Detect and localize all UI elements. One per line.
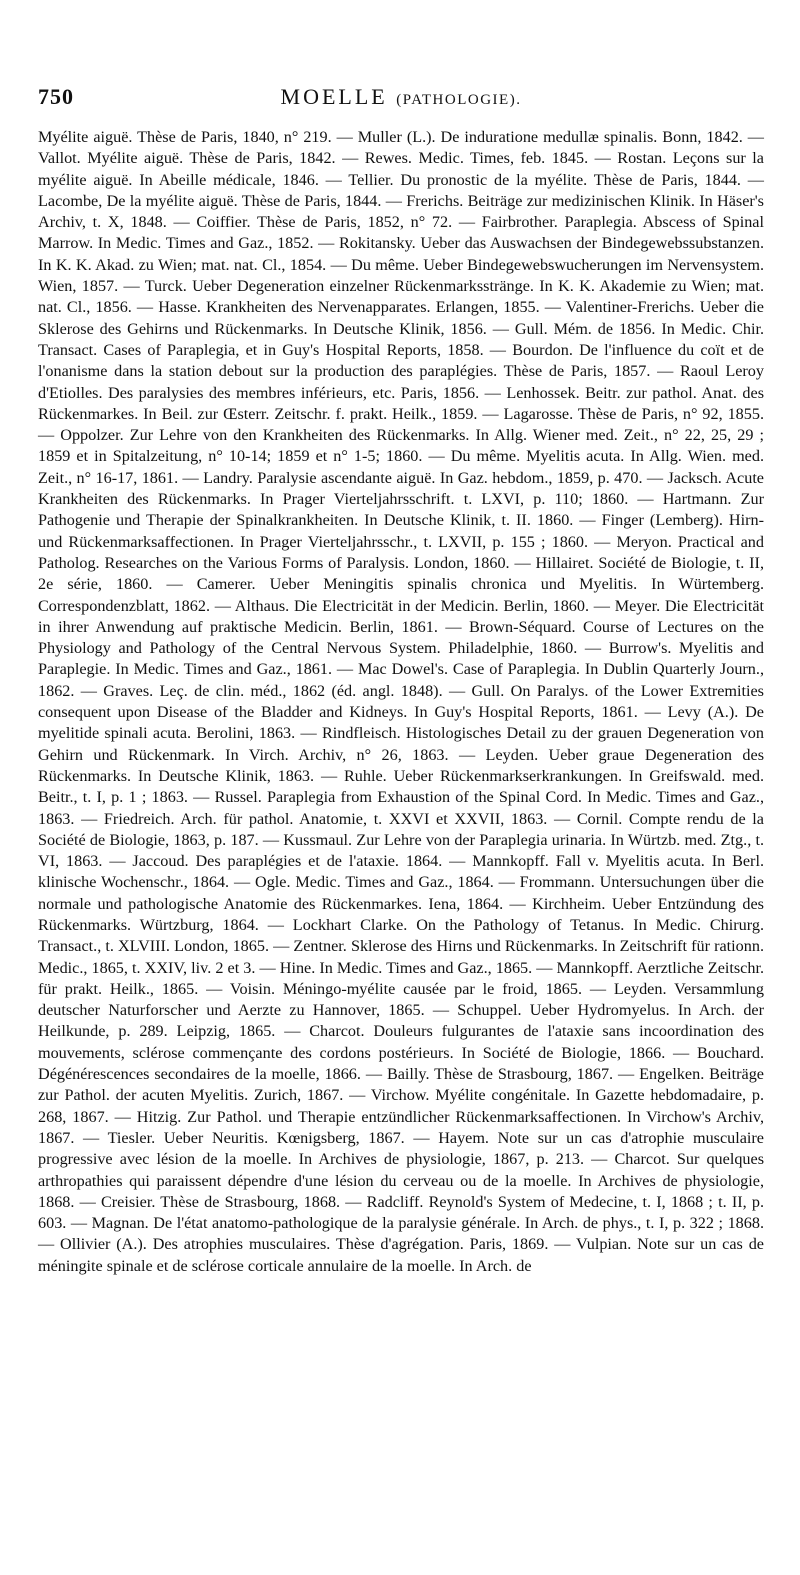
bibliography-text: Myélite aiguë. Thèse de Paris, 1840, n° 219. — Muller (L.). De induratione medullæ spinalis. Bonn, 1842. — Vallot. Myélite aiguë. Thèse de Paris, 1842. — Rewes. Medic. Times, feb. 1845. — Rostan. Leçons sur la myélite aiguë. In Abeille médicale, 1846. — Tellier. Du pronostic de la myélite. Thèse de Paris, 1844. — Lacombe, De la myélite aiguë. Thèse de Paris, 1844. — Frerichs. Beiträge zur medizinischen Klinik. In Häser's Archiv, t. X, 1848. — Coiffier. Thèse de Paris, 1852, n° 72. — Fairbrother. Paraplegia. Abscess of Spinal Marrow. In Medic. Times and Gaz., 1852. — Rokitansky. Ueber das Auswachsen der Bindegewebssubstanzen. In K. K. Akad. zu Wien; mat. nat. Cl., 1854. — Du même. Ueber Bindegewebswucherungen im Nervensystem. Wien, 1857. — Turck. Ueber Degeneration einzelner Rückenmarksstränge. In K. K. Akademie zu Wien; mat. nat. Cl., 1856. — Hasse. Krankheiten des Nervenapparates. Erlangen, 1855. — Valentiner-Frerichs. Ueber die Sklerose des Gehirns und Rückenmarks. In Deutsche Klinik, 1856. — Gull. Mém. de 1856. In Medic. Chir. Transact. Cases of Paraplegia, et in Guy's Hospital Reports, 1858. — Bourdon. De l'influence du coït et de l'onanisme dans la station debout sur la production des paraplégies. Thèse de Paris, 1857. — Raoul Leroy d'Etiolles. Des paralysies des membres inférieurs, etc. Paris, 1856. — Lenhossek. Beitr. zur pathol. Anat. des Rückenmarkes. In Beil. zur Œsterr. Zeitschr. f. prakt. Heilk., 1859. — Lagarosse. Thèse de Paris, n° 92, 1855. — Oppolzer. Zur Lehre von den Krankheiten des Rückenmarks. In Allg. Wiener med. Zeit., n° 22, 25, 29 ; 1859 et in Spitalzeitung, n° 10-14; 1859 et n° 1-5; 1860. — Du même. Myelitis acuta. In Allg. Wien. med. Zeit., n° 16-17, 1861. — Landry. Paralysie ascendante aiguë. In Gaz. hebdom., 1859, p. 470. — Jacksch. Acute Krankheiten des Rückenmarks. In Prager Vierteljahrsschrift. t. LXVI, p. 110; 1860. — Hartmann. Zur Pathogenie und Therapie der Spinalkrankheiten. In Deutsche Klinik, t. II. 1860. — Finger (Lemberg). Hirn- und Rückenmarksaffectionen. In Prager Vierteljahrsschr., t. LXVII, p. 155 ; 1860. — Meryon. Practical and Patholog. Researches on the Various Forms of Paralysis. London, 1860. — Hillairet. Société de Biologie, t. II, 2e série, 1860. — Camerer. Ueber Meningitis spinalis chronica und Myelitis. In Würtemberg. Correspondenzblatt, 1862. — Althaus. Die Electricität in der Medicin. Berlin, 1860. — Meyer. Die Electricität in ihrer Anwendung auf praktische Medicin. Berlin, 1861. — Brown-Séquard. Course of Lectures on the Physiology and Pathology of the Central Nervous System. Philadelphie, 1860. — Burrow's. Myelitis and Paraplegie. In Medic. Times and Gaz., 1861. — Mac Dowel's. Case of Paraplegia. In Dublin Quarterly Journ., 1862. — Graves. Leç. de clin. méd., 1862 (éd. angl. 1848). — Gull. On Paralys. of the Lower Extremities consequent upon Disease of the Bladder and Kidneys. In Guy's Hospital Reports, 1861. — Levy (A.). De myelitide spinali acuta. Berolini, 1863. — Rindfleisch. Histologisches Detail zu der grauen Degeneration von Gehirn und Rückenmark. In Virch. Archiv, n° 26, 1863. — Leyden. Ueber graue Degeneration des Rückenmarks. In Deutsche Klinik, 1863. — Ruhle. Ueber Rückenmarkserkrankungen. In Greifswald. med. Beitr., t. I, p. 1 ; 1863. — Russel. Paraplegia from Exhaustion of the Spinal Cord. In Medic. Times and Gaz., 1863. — Friedreich. Arch. für pathol. Anatomie, t. XXVI et XXVII, 1863. — Cornil. Compte rendu de la Société de Biologie, 1863, p. 187. — Kussmaul. Zur Lehre von der Paraplegia urinaria. In Würtzb. med. Ztg., t. VI, 1863. — Jaccoud. Des paraplégies et de l'ataxie. 1864. — Mannkopff. Fall v. Myelitis acuta. In Berl. klinische Wochenschr., 1864. — Ogle. Medic. Times and Gaz., 1864. — Frommann. Untersuchungen über die normale und pathologische Anatomie des Rückenmarkes. Iena, 1864. — Kirchheim. Ueber Entzündung des Rückenmarks. Würtzburg, 1864. — Lockhart Clarke. On the Pathology of Tetanus. In Medic. Chirurg. Transact., t. XLVIII. London, 1865. — Zentner. Sklerose des Hirns und Rückenmarks. In Zeitschrift für rationn. Medic., 1865, t. XXIV, liv. 2 et 3. — Hine. In Medic. Times and Gaz., 1865. — Mannkopff. Aerztliche Zeitschr. für prakt. Heilk., 1865. — Voisin. Méningo-myélite causée par le froid, 1865. — Leyden. Versammlung deutscher Naturforscher und Aerzte zu Hannover, 1865. — Schuppel. Ueber Hydromyelus. In Arch. der Heilkunde, p. 289. Leipzig, 1865. — Charcot. Douleurs fulgurantes de l'ataxie sans incoordination des mouvements, sclérose commençante des cordons postérieurs. In Société de Biologie, 1866. — Bouchard. Dégénérescences secondaires de la moelle, 1866. — Bailly. Thèse de Strasbourg, 1867. — Engelken. Beiträge zur Pathol. der acuten Myelitis. Zurich, 1867. — Virchow. Myélite congénitale. In Gazette hebdomadaire, p. 268, 1867. — Hitzig. Zur Pathol. und Therapie entzündlicher Rückenmarksaffectionen. In Virchow's Archiv, 1867. — Tiesler. Ueber Neuritis. Kœnigsberg, 1867. — Hayem. Note sur un cas d'atrophie musculaire progressive avec lésion de la moelle. In Archives de physiologie, 1867, p. 213. — Charcot. Sur quelques arthropathies qui paraissent dépendre d'une lésion du cerveau ou de la moelle. In Archives de physiologie, 1868. — Creisier. Thèse de Strasbourg, 1868. — Radcliff. Reynold's System of Medecine, t. I, 1868 ; t. II, p. 603. — Magnan. De l'état anatomo-pathologique de la paralysie générale. In Arch. de phys., t. I, p. 322 ; 1868. — Ollivier (A.). Des atrophies musculaires. Thèse d'agrégation. Paris, 1869. — Vulpian. Note sur un cas de méningite spinale et de sclérose corticale annulaire de la moelle. In Arch. de <box>38 128 764 1275</box>
running-title-subtitle: (PATHOLOGIE). <box>396 92 522 108</box>
page-number: 750 <box>38 84 74 109</box>
running-title <box>38 84 764 110</box>
page-header <box>38 84 764 116</box>
running-title-main: MOELLE <box>280 84 388 109</box>
book-page <box>38 0 764 1575</box>
